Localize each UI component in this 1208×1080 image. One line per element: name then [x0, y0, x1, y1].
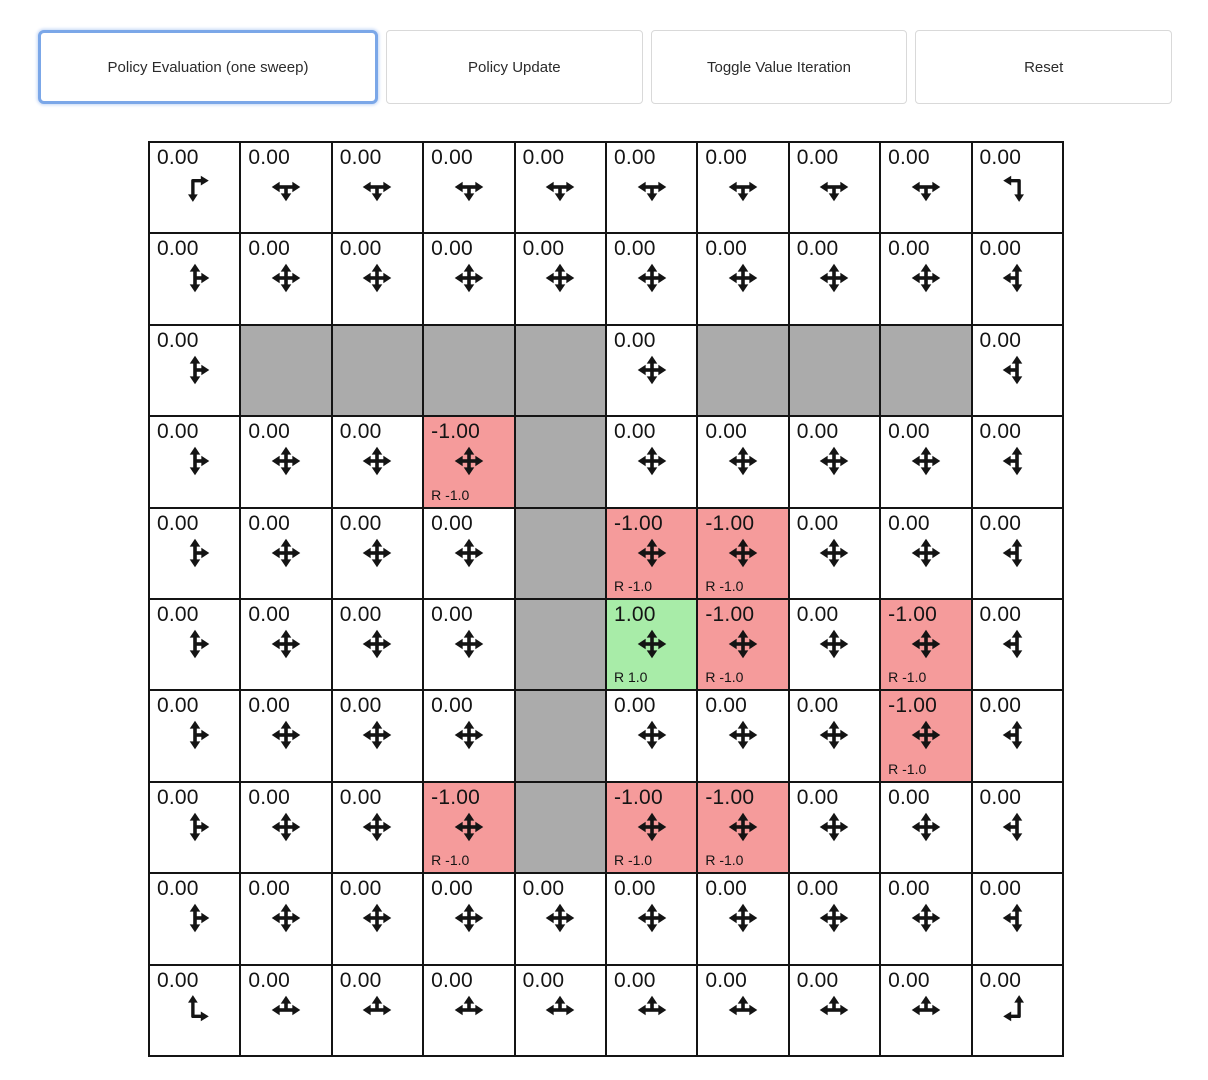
arrows-up-down-left-right-icon	[268, 443, 304, 479]
cell-value: 0.00	[888, 237, 930, 261]
grid-cell[interactable]	[698, 143, 789, 234]
arrows-up-down-left-right-icon	[634, 260, 670, 296]
wall-cell[interactable]	[516, 691, 607, 782]
arrows-up-down-left-right-icon	[908, 626, 944, 662]
cell-value: 0.00	[888, 511, 930, 535]
grid-cell[interactable]	[881, 966, 972, 1057]
grid-cell[interactable]	[607, 326, 698, 417]
cell-value: 0.00	[248, 237, 291, 261]
cell-value: 0.00	[979, 237, 1022, 261]
cell-value: 0.00	[157, 328, 199, 352]
cell-value: 0.00	[431, 511, 473, 535]
cell-value: 0.00	[979, 146, 1022, 169]
reward-label: R -1.0	[705, 669, 744, 686]
cell-value: 0.00	[705, 968, 748, 992]
cell-value: -1.00	[705, 785, 755, 809]
arrows-up-down-left-right-icon	[542, 260, 578, 296]
grid-cell[interactable]	[881, 509, 972, 600]
cell-value: 0.00	[796, 420, 839, 444]
cell-value: 0.00	[522, 877, 565, 901]
cell-value: 0.00	[613, 968, 656, 992]
cell-value: 0.00	[339, 785, 382, 809]
cell-value: 0.00	[979, 420, 1022, 444]
arrows-up-down-right-icon	[177, 443, 213, 479]
cell-value: 0.00	[431, 694, 473, 718]
arrows-up-down-left-right-icon	[268, 717, 304, 753]
cell-value: 0.00	[157, 694, 199, 718]
grid-cell[interactable]	[150, 143, 241, 234]
policy-update-button[interactable]: Policy Update	[386, 30, 643, 104]
grid-cell[interactable]	[150, 966, 241, 1057]
grid-cell[interactable]	[881, 143, 972, 234]
cell-value: 0.00	[979, 694, 1022, 718]
cell-value: 0.00	[888, 877, 930, 901]
arrows-up-left-right-icon	[451, 992, 487, 1028]
cell-value: 0.00	[339, 694, 382, 718]
arrows-up-down-left-right-icon	[908, 535, 944, 571]
grid-cell[interactable]	[333, 417, 424, 508]
arrows-up-left-right-icon	[816, 992, 852, 1028]
arrows-up-right-icon	[177, 992, 213, 1028]
cell-value: 0.00	[613, 146, 656, 169]
cell-value: 0.00	[431, 602, 473, 626]
wall-cell[interactable]	[333, 326, 424, 417]
reward-label: R -1.0	[431, 486, 470, 503]
grid-cell[interactable]	[607, 509, 698, 600]
reset-button[interactable]: Reset	[915, 30, 1172, 104]
grid-cell[interactable]	[973, 600, 1064, 691]
arrows-left-down-right-icon	[634, 169, 670, 205]
reward-label: R -1.0	[888, 760, 927, 777]
grid-cell[interactable]	[241, 143, 332, 234]
arrows-up-down-left-right-icon	[268, 809, 304, 845]
grid-cell[interactable]	[881, 234, 972, 325]
grid-cell[interactable]	[150, 234, 241, 325]
cell-value: 0.00	[248, 694, 291, 718]
cell-value: 0.00	[248, 785, 291, 809]
grid-cell[interactable]	[881, 691, 972, 782]
grid-cell[interactable]	[424, 874, 515, 965]
cell-value: 0.00	[522, 237, 565, 261]
grid-cell[interactable]	[516, 234, 607, 325]
cell-value: 0.00	[248, 968, 291, 992]
arrows-up-down-left-right-icon	[451, 717, 487, 753]
grid-cell[interactable]	[790, 874, 881, 965]
grid-cell[interactable]	[973, 234, 1064, 325]
grid-cell[interactable]	[424, 509, 515, 600]
arrows-up-down-left-right-icon	[816, 260, 852, 296]
arrows-up-down-left-right-icon	[725, 809, 761, 845]
cell-value: 0.00	[157, 785, 199, 809]
reward-label: R -1.0	[431, 852, 470, 869]
grid-cell[interactable]	[790, 234, 881, 325]
cell-value: 0.00	[339, 968, 382, 992]
arrows-up-down-right-icon	[177, 900, 213, 936]
arrows-up-left-icon	[999, 992, 1035, 1028]
grid-cell[interactable]	[698, 509, 789, 600]
cell-value: 0.00	[796, 146, 839, 169]
grid-cell[interactable]	[516, 966, 607, 1057]
arrows-up-down-left-right-icon	[725, 535, 761, 571]
cell-value: 0.00	[522, 968, 565, 992]
grid-cell[interactable]	[698, 783, 789, 874]
wall-cell[interactable]	[516, 783, 607, 874]
grid-cell[interactable]	[424, 143, 515, 234]
grid-cell[interactable]	[790, 966, 881, 1057]
arrows-up-down-left-right-icon	[908, 900, 944, 936]
arrows-up-down-right-icon	[177, 626, 213, 662]
arrows-up-down-right-icon	[177, 809, 213, 845]
arrows-left-down-right-icon	[359, 169, 395, 205]
grid-cell[interactable]	[241, 966, 332, 1057]
cell-value: 0.00	[613, 694, 656, 718]
arrows-left-down-right-icon	[542, 169, 578, 205]
grid-cell[interactable]	[150, 417, 241, 508]
cell-value: 0.00	[248, 511, 291, 535]
arrows-up-left-right-icon	[725, 992, 761, 1028]
grid-cell[interactable]	[973, 783, 1064, 874]
arrows-up-down-left-right-icon	[451, 443, 487, 479]
cell-value: 0.00	[979, 511, 1022, 535]
wall-cell[interactable]	[241, 326, 332, 417]
grid-cell[interactable]	[150, 783, 241, 874]
arrows-up-down-left-right-icon	[268, 626, 304, 662]
grid-cell[interactable]	[424, 600, 515, 691]
cell-value: 0.00	[339, 146, 382, 169]
arrows-up-down-left-right-icon	[908, 717, 944, 753]
reward-label: R 1.0	[613, 669, 648, 686]
arrows-up-down-left-right-icon	[725, 717, 761, 753]
cell-value: -1.00	[613, 511, 663, 535]
grid-cell[interactable]	[424, 691, 515, 782]
cell-value: -1.00	[431, 420, 481, 444]
grid-cell[interactable]	[607, 783, 698, 874]
cell-value: 0.00	[796, 694, 839, 718]
cell-value: 0.00	[796, 877, 839, 901]
reward-label: R -1.0	[613, 852, 653, 869]
arrows-up-down-left-right-icon	[451, 809, 487, 845]
grid-cell[interactable]	[333, 874, 424, 965]
grid-cell[interactable]	[333, 691, 424, 782]
cell-value: 0.00	[157, 146, 199, 169]
arrows-up-down-left-right-icon	[634, 352, 670, 388]
cell-value: 0.00	[248, 146, 291, 169]
cell-value: 0.00	[431, 237, 473, 261]
cell-value: 0.00	[339, 877, 382, 901]
grid-cell[interactable]	[516, 874, 607, 965]
grid-cell[interactable]	[333, 143, 424, 234]
cell-value: 0.00	[796, 785, 839, 809]
arrows-left-down-right-icon	[451, 169, 487, 205]
grid-cell[interactable]	[790, 509, 881, 600]
arrows-up-down-right-icon	[177, 717, 213, 753]
grid-cell[interactable]	[333, 509, 424, 600]
grid-cell[interactable]	[881, 874, 972, 965]
grid-cell[interactable]	[607, 691, 698, 782]
reward-label: R -1.0	[705, 852, 744, 869]
arrows-up-down-left-right-icon	[359, 809, 395, 845]
arrows-up-down-left-icon	[999, 717, 1035, 753]
arrows-up-down-left-right-icon	[359, 900, 395, 936]
cell-value: 0.00	[888, 785, 930, 809]
cell-value: 0.00	[613, 237, 656, 261]
grid-cell[interactable]	[424, 783, 515, 874]
arrows-up-down-left-right-icon	[908, 260, 944, 296]
cell-value: 0.00	[979, 877, 1022, 901]
arrows-up-down-left-right-icon	[359, 535, 395, 571]
cell-value: -1.00	[431, 785, 481, 809]
reward-label: R -1.0	[888, 669, 927, 686]
grid-cell[interactable]	[698, 234, 789, 325]
cell-value: 0.00	[157, 237, 199, 261]
arrows-up-down-left-right-icon	[725, 260, 761, 296]
grid-cell[interactable]	[698, 966, 789, 1057]
cell-value: 0.00	[796, 511, 839, 535]
cell-value: 0.00	[248, 420, 291, 444]
arrows-up-down-right-icon	[177, 535, 213, 571]
wall-cell[interactable]	[516, 509, 607, 600]
cell-value: 1.00	[613, 602, 656, 626]
arrows-up-down-left-right-icon	[725, 626, 761, 662]
cell-value: 0.00	[705, 694, 748, 718]
grid-cell[interactable]	[973, 143, 1064, 234]
arrows-left-down-right-icon	[268, 169, 304, 205]
arrows-up-down-left-right-icon	[816, 626, 852, 662]
cell-value: 0.00	[157, 877, 199, 901]
grid-cell[interactable]	[424, 417, 515, 508]
arrows-up-down-left-icon	[999, 900, 1035, 936]
cell-value: 0.00	[339, 237, 382, 261]
grid-cell[interactable]	[424, 234, 515, 325]
grid-cell[interactable]	[607, 234, 698, 325]
grid-cell[interactable]	[241, 783, 332, 874]
wall-cell[interactable]	[881, 326, 972, 417]
grid-cell[interactable]	[607, 874, 698, 965]
arrows-up-down-right-icon	[177, 260, 213, 296]
arrows-up-down-left-right-icon	[634, 809, 670, 845]
cell-value: 0.00	[979, 328, 1022, 352]
arrows-up-down-left-right-icon	[268, 260, 304, 296]
grid-cell[interactable]	[790, 783, 881, 874]
reward-label: R -1.0	[613, 577, 653, 594]
arrows-up-down-right-icon	[177, 352, 213, 388]
arrows-up-left-right-icon	[634, 992, 670, 1028]
arrows-up-left-right-icon	[268, 992, 304, 1028]
arrows-up-down-left-right-icon	[451, 900, 487, 936]
wall-cell[interactable]	[790, 326, 881, 417]
cell-value: -1.00	[888, 602, 937, 626]
grid-cell[interactable]	[790, 691, 881, 782]
grid-cell[interactable]	[973, 326, 1064, 417]
arrows-up-down-left-right-icon	[816, 535, 852, 571]
arrows-left-down-right-icon	[816, 169, 852, 205]
grid-cell[interactable]	[241, 600, 332, 691]
cell-value: -1.00	[705, 511, 755, 535]
cell-value: 0.00	[705, 146, 748, 169]
cell-value: 0.00	[705, 420, 748, 444]
arrows-up-down-left-right-icon	[451, 626, 487, 662]
cell-value: 0.00	[979, 602, 1022, 626]
arrows-up-down-left-right-icon	[725, 443, 761, 479]
grid-cell[interactable]	[607, 417, 698, 508]
arrows-up-down-left-right-icon	[908, 443, 944, 479]
arrows-up-left-right-icon	[908, 992, 944, 1028]
cell-value: -1.00	[888, 694, 937, 718]
wall-cell[interactable]	[698, 326, 789, 417]
arrows-up-down-left-right-icon	[542, 900, 578, 936]
cell-value: 0.00	[796, 968, 839, 992]
toggle-value-iteration-button[interactable]: Toggle Value Iteration	[651, 30, 908, 104]
grid-cell[interactable]	[333, 600, 424, 691]
cell-value: 0.00	[613, 877, 656, 901]
grid-cell[interactable]	[333, 234, 424, 325]
grid-cell[interactable]	[150, 691, 241, 782]
arrows-up-down-left-right-icon	[908, 809, 944, 845]
grid-cell[interactable]	[973, 417, 1064, 508]
grid-cell[interactable]	[150, 874, 241, 965]
cell-value: 0.00	[431, 968, 473, 992]
grid-cell[interactable]	[241, 417, 332, 508]
arrows-up-down-left-right-icon	[451, 535, 487, 571]
arrows-up-down-left-right-icon	[359, 626, 395, 662]
arrows-left-down-right-icon	[908, 169, 944, 205]
arrows-up-down-left-right-icon	[359, 717, 395, 753]
cell-value: -1.00	[705, 602, 755, 626]
arrows-up-left-right-icon	[359, 992, 395, 1028]
cell-value: 0.00	[979, 968, 1022, 992]
cell-value: 0.00	[157, 602, 199, 626]
arrows-up-down-left-icon	[999, 626, 1035, 662]
wall-cell[interactable]	[516, 600, 607, 691]
cell-value: 0.00	[248, 877, 291, 901]
grid-cell[interactable]	[790, 417, 881, 508]
grid-cell[interactable]	[241, 509, 332, 600]
grid-cell[interactable]	[150, 509, 241, 600]
arrows-up-down-left-right-icon	[634, 717, 670, 753]
arrows-up-down-left-icon	[999, 260, 1035, 296]
grid-cell[interactable]	[973, 966, 1064, 1057]
grid-cell[interactable]	[150, 600, 241, 691]
cell-value: 0.00	[979, 785, 1022, 809]
cell-value: 0.00	[339, 511, 382, 535]
grid-cell[interactable]	[333, 966, 424, 1057]
wall-cell[interactable]	[424, 326, 515, 417]
cell-value: 0.00	[705, 237, 748, 261]
cell-value: 0.00	[522, 146, 565, 169]
grid-cell[interactable]	[973, 691, 1064, 782]
grid-cell[interactable]	[150, 326, 241, 417]
cell-value: 0.00	[888, 420, 930, 444]
grid-cell[interactable]	[881, 417, 972, 508]
cell-value: 0.00	[339, 420, 382, 444]
cell-value: 0.00	[157, 420, 199, 444]
cell-value: 0.00	[613, 420, 656, 444]
arrows-up-down-left-right-icon	[634, 900, 670, 936]
grid-cell[interactable]	[698, 417, 789, 508]
grid-cell[interactable]	[881, 783, 972, 874]
grid-cell[interactable]	[607, 600, 698, 691]
grid-cell[interactable]	[790, 600, 881, 691]
grid-cell[interactable]	[241, 691, 332, 782]
arrows-up-down-left-right-icon	[268, 535, 304, 571]
gridworld-policy-grid	[148, 141, 1064, 1057]
arrows-up-down-left-right-icon	[359, 260, 395, 296]
cell-value: 0.00	[613, 328, 656, 352]
cell-value: 0.00	[431, 146, 473, 169]
cell-value: 0.00	[888, 146, 930, 169]
arrows-up-down-left-right-icon	[816, 443, 852, 479]
reward-label: R -1.0	[705, 577, 744, 594]
grid-cell[interactable]	[973, 874, 1064, 965]
wall-cell[interactable]	[516, 326, 607, 417]
grid-cell[interactable]	[881, 600, 972, 691]
arrows-up-down-left-icon	[999, 443, 1035, 479]
cell-value: -1.00	[613, 785, 663, 809]
arrows-up-down-left-right-icon	[634, 535, 670, 571]
arrows-down-right-icon	[177, 169, 213, 205]
arrows-up-down-left-right-icon	[634, 626, 670, 662]
arrows-up-down-left-icon	[999, 535, 1035, 571]
cell-value: 0.00	[157, 968, 199, 992]
grid-cell[interactable]	[607, 966, 698, 1057]
arrows-up-down-left-right-icon	[816, 717, 852, 753]
cell-value: 0.00	[431, 877, 473, 901]
arrows-up-down-left-icon	[999, 352, 1035, 388]
cell-value: 0.00	[705, 877, 748, 901]
policy-evaluation-button[interactable]: Policy Evaluation (one sweep)	[38, 30, 378, 104]
grid-cell[interactable]	[424, 966, 515, 1057]
arrows-up-down-left-right-icon	[634, 443, 670, 479]
arrows-down-left-icon	[999, 169, 1035, 205]
grid-cell[interactable]	[698, 600, 789, 691]
grid-cell[interactable]	[241, 234, 332, 325]
arrows-up-down-left-right-icon	[268, 900, 304, 936]
arrows-up-down-left-right-icon	[359, 443, 395, 479]
grid-cell[interactable]	[516, 143, 607, 234]
cell-value: 0.00	[888, 968, 930, 992]
arrows-up-down-left-right-icon	[725, 900, 761, 936]
grid-cell[interactable]	[607, 143, 698, 234]
arrows-up-down-left-right-icon	[816, 900, 852, 936]
arrows-up-down-left-icon	[999, 809, 1035, 845]
cell-value: 0.00	[796, 602, 839, 626]
cell-value: 0.00	[248, 602, 291, 626]
cell-value: 0.00	[339, 602, 382, 626]
toolbar	[38, 30, 1172, 104]
grid-cell[interactable]	[698, 874, 789, 965]
grid-cell[interactable]	[241, 874, 332, 965]
arrows-up-down-left-right-icon	[451, 260, 487, 296]
grid-cell[interactable]	[698, 691, 789, 782]
arrows-up-left-right-icon	[542, 992, 578, 1028]
arrows-left-down-right-icon	[725, 169, 761, 205]
grid-cell[interactable]	[333, 783, 424, 874]
grid-cell[interactable]	[973, 509, 1064, 600]
cell-value: 0.00	[157, 511, 199, 535]
cell-value: 0.00	[796, 237, 839, 261]
grid-cell[interactable]	[790, 143, 881, 234]
arrows-up-down-left-right-icon	[816, 809, 852, 845]
wall-cell[interactable]	[516, 417, 607, 508]
